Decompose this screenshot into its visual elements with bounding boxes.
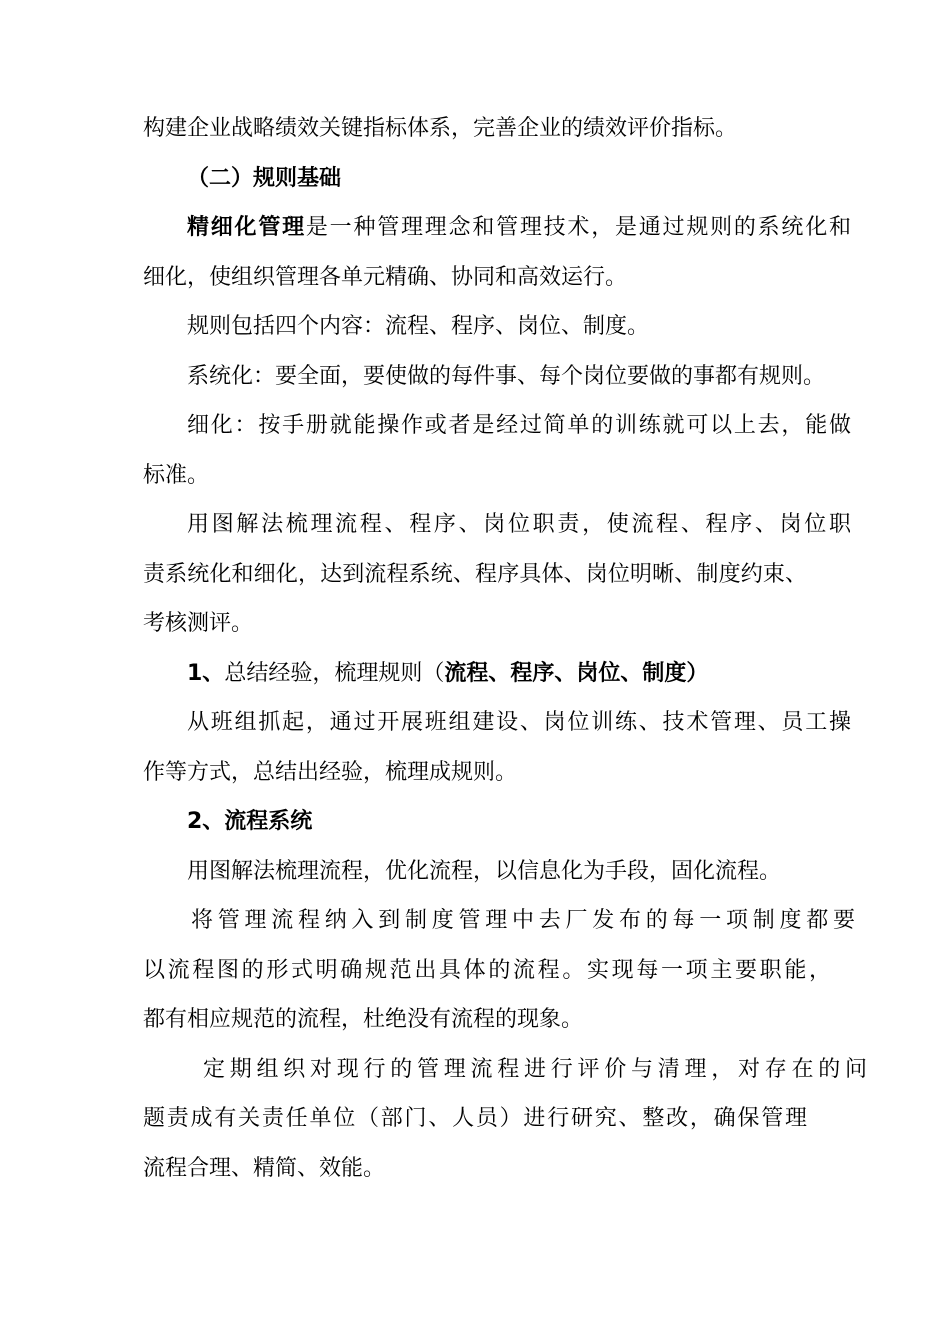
document-page [143,104,867,1193]
paragraph-line: 都有相应规范的流程，杜绝没有流程的现象。 [143,1007,584,1032]
paragraph-line: 用图解法梳理流程，优化流程，以信息化为手段，固化流程。 [187,858,782,884]
heading-number: 1、 [187,660,225,686]
subsection-heading: 2、流程系统 [187,809,313,834]
paragraph-line: 细化，使组织管理各单元精确、协同和高效运行。 [143,264,628,290]
paragraph-line: 细化：按手册就能操作或者是经过简单的训练就可以上去，能做 [187,413,851,438]
paragraph-line: 以流程图的形式明确规范出具体的流程。实现每一项主要职能， [143,957,831,983]
heading-text: 总结经验，梳理规则（ [224,660,445,686]
section-heading: （二）规则基础 [187,165,342,191]
heading-bold-text: 流程、程序、岗位、制度） [444,660,709,686]
paragraph-text: 是一种管理理念和管理技术，是通过规则的系统化和 [305,215,851,240]
paragraph-line: 将管理流程纳入到制度管理中去厂发布的每一项制度都要 [191,908,855,933]
paragraph-line: 标准。 [143,462,210,488]
paragraph-line [143,203,851,253]
paragraph-line: 系统化：要全面，要使做的每件事、每个岗位要做的事都有规则。 [187,363,826,389]
paragraph-line: 用图解法梳理流程、程序、岗位职责，使流程、程序、岗位职 [187,512,851,537]
paragraph-line: 题责成有关责任单位（部门、人员）进行研究、整改，确保管理 [143,1106,807,1131]
paragraph-line: 考核测评。 [143,611,254,636]
paragraph-line: 责系统化和细化，达到流程系统、程序具体、岗位明晰、制度约束、 [143,561,807,587]
paragraph-line: 作等方式，总结出经验，梳理成规则。 [143,759,518,785]
paragraph-line: 构建企业战略绩效关键指标体系，完善企业的绩效评价指标。 [143,116,738,141]
subsection-heading [143,649,843,699]
paragraph-line: 定期组织对现行的管理流程进行评价与清理，对存在的问 [203,1056,867,1082]
bold-term: 精细化管理 [187,215,306,240]
paragraph-line: 规则包括四个内容：流程、程序、岗位、制度。 [187,314,650,339]
paragraph-line: 流程合理、精简、效能。 [143,1155,386,1181]
paragraph-line: 从班组抓起，通过开展班组建设、岗位训练、技术管理、员工操 [187,710,851,735]
